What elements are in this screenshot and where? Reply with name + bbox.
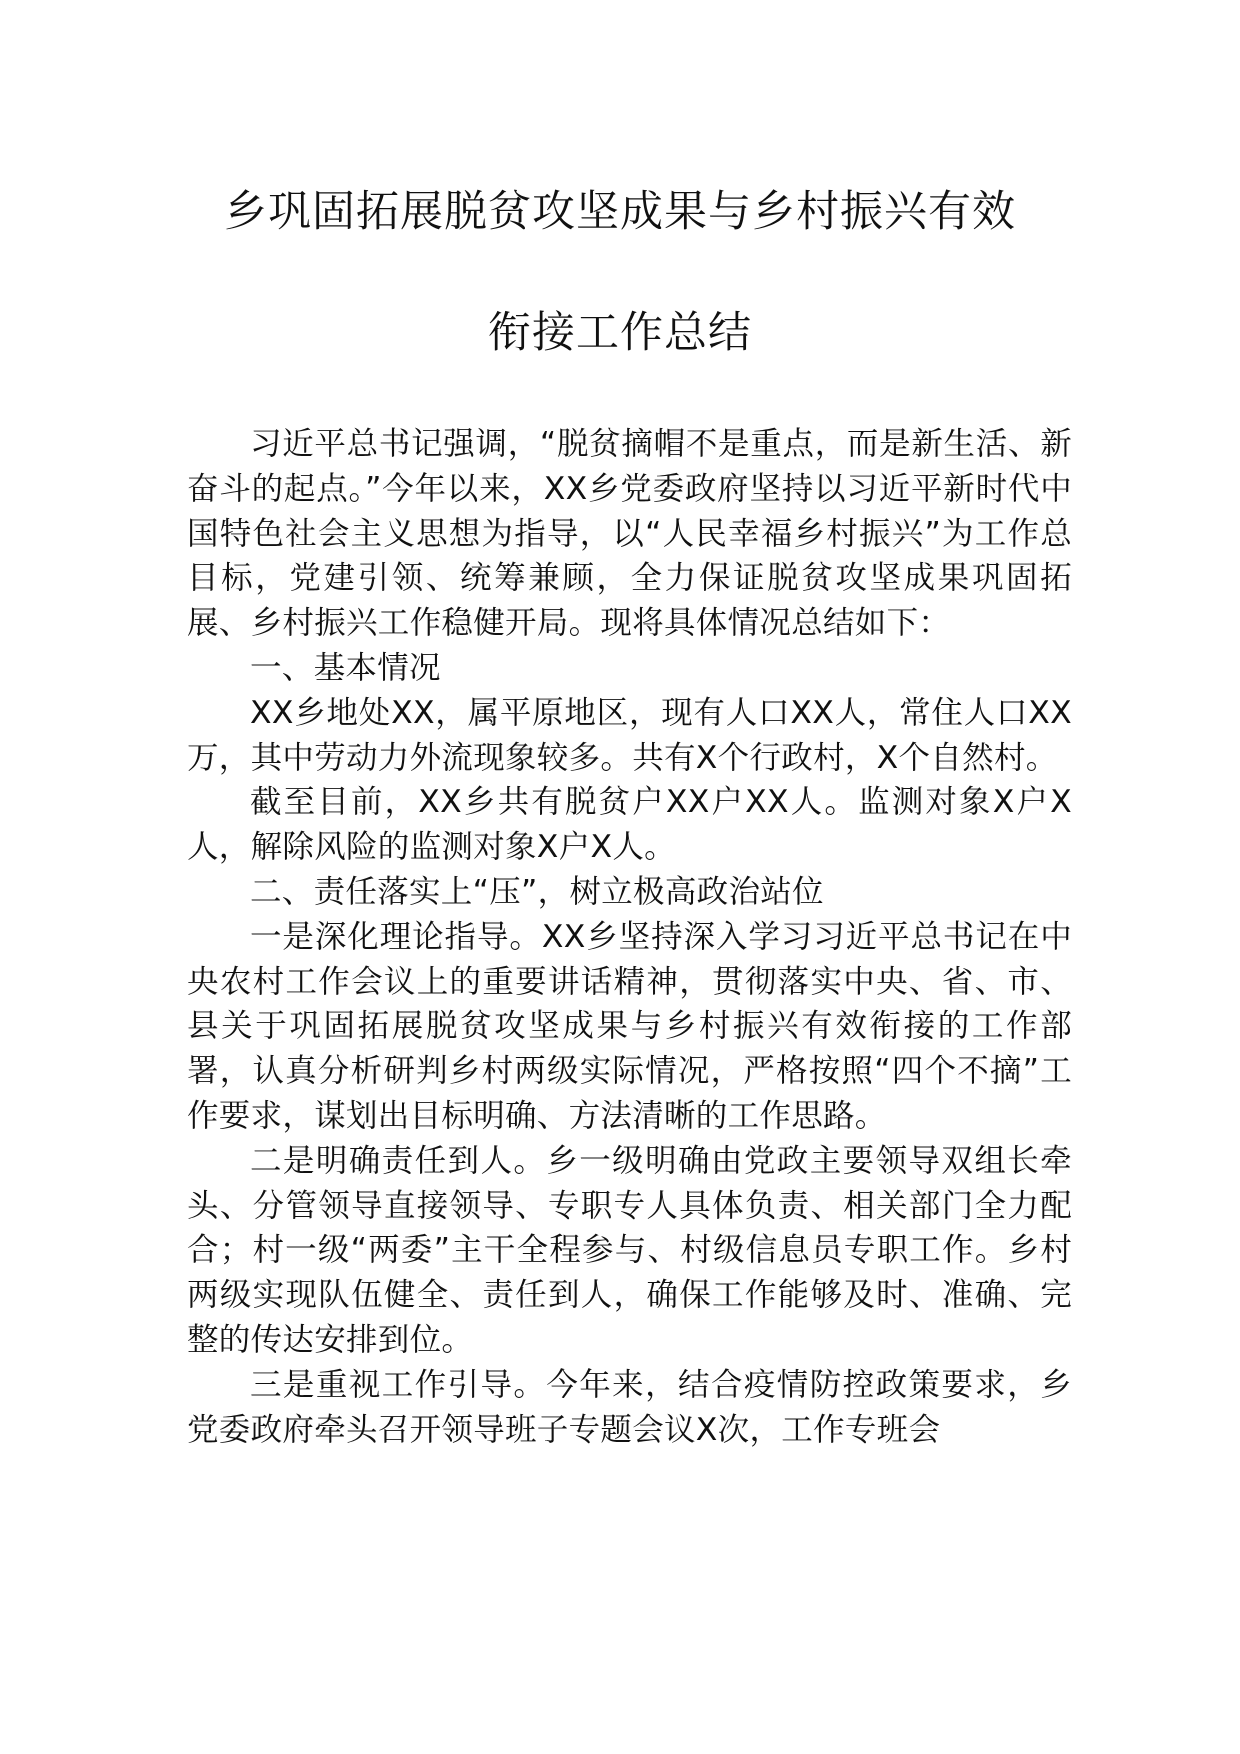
intro-paragraph: 习近平总书记强调，“脱贫摘帽不是重点，而是新生活、新奋斗的起点。”今年以来，XX乡党委政府坚持以习近平新时代中国特色社会主义思想为指导，以“人民幸福乡村振兴”为工作总目标，党建引领、统筹兼顾，全力保证脱贫攻坚成果巩固拓展、乡村振兴工作稳健开局。现将具体情况总结如下： (187, 426, 1072, 642)
document-title-line-2: 衔接工作总结 (488, 308, 752, 358)
paragraph-theory-guidance: 一是深化理论指导。XX乡坚持深入学习习近平总书记在中央农村工作会议上的重要讲话精神，贯彻落实中央、省、市、县关于巩固拓展脱贫攻坚成果与乡村振兴有效衔接的工作部署，认真分析研判乡村两级实际情况，严格按照“四个不摘”工作要求，谋划出目标明确、方法清晰的工作思路。 (187, 918, 1072, 1134)
paragraph-poverty-households: 截至目前，XX乡共有脱贫户XX户XX人。监测对象X户X人，解除风险的监测对象X户X人。 (187, 784, 1072, 866)
paragraph-basic-info: XX乡地处XX，属平原地区，现有人口XX人，常住人口XX万，其中劳动力外流现象较多。共有X个行政村，X个自然村。 (187, 694, 1072, 776)
section-heading-responsibility: 二、责任落实上“压”，树立极高政治站位 (250, 873, 824, 910)
paragraph-work-guidance: 三是重视工作引导。今年来，结合疫情防控政策要求，乡党委政府牵头召开领导班子专题会议X次，工作专班会 (187, 1366, 1072, 1448)
document-body (187, 422, 1072, 1452)
document-title-line-1: 乡巩固拓展脱贫攻坚成果与乡村振兴有效 (224, 187, 1016, 237)
paragraph-responsibility-assignment: 二是明确责任到人。乡一级明确由党政主要领导双组长牵头、分管领导直接领导、专职专人具体负责、相关部门全力配合；村一级“两委”主干全程参与、村级信息员专职工作。乡村两级实现队伍健全、责任到人，确保工作能够及时、准确、完整的传达安排到位。 (187, 1142, 1072, 1358)
section-heading-basic-situation: 一、基本情况 (250, 649, 441, 686)
